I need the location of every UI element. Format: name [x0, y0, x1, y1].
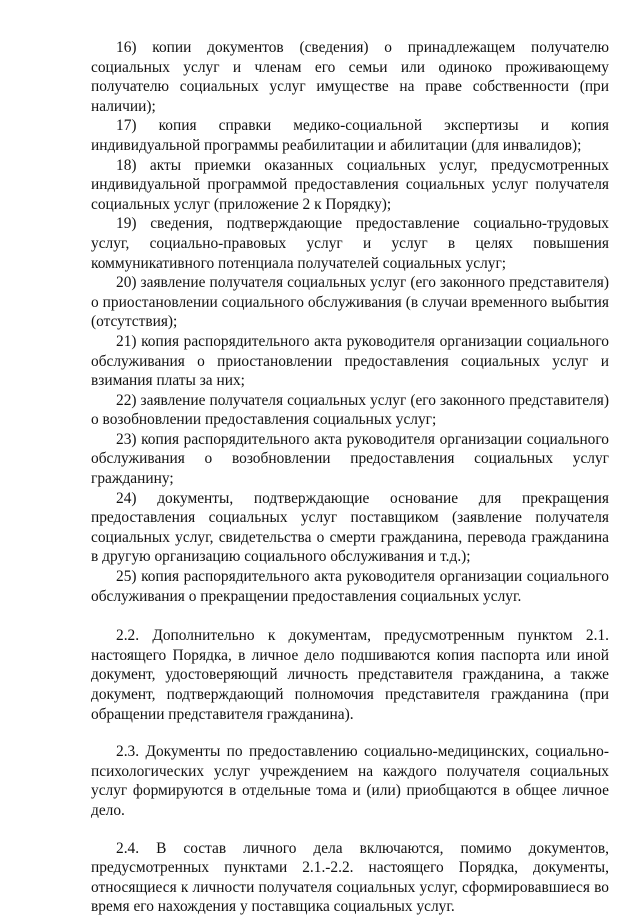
list-item-16: 16) копии документов (сведения) о принадлежащем получателю социальных услуг и членам его семьи или одиноко проживающему получателю социальных услуг имуществе на праве собственности (при наличии);: [91, 39, 609, 115]
list-item-20: 20) заявление получателя социальных услуг (его законного представителя) о приостановлении социального обслуживания (в случаи временного выбытия (отсутствия);: [91, 274, 609, 331]
list-item-21: 21) копия распорядительного акта руководителя организации социального обслуживания о приостановлении предоставления социальных услуг и взимания платы за них;: [91, 332, 609, 390]
section-2-4: 2.4. В состав личного дела включаются, помимо документов, предусмотренных пунктами 2.1.-2.2. настоящего Порядка, документы, относящиеся к личности получателя социальных услуг, сформировавшиеся во время его нахождения у поставщика социальных услуг.: [91, 839, 609, 916]
section-2-2: 2.2. Дополнительно к документам, предусмотренным пунктом 2.1. настоящего Порядка, в личное дело подшиваются копия паспорта или иной документ, удостоверяющий личность представителя гражданина, а также документ, подтверждающий полномочия представителя гражданина (при обращении представителя гражданина).: [91, 627, 609, 723]
list-item-25: 25) копия распорядительного акта руководителя организации социального обслуживания о прекращении предоставления социальных услуг.: [91, 568, 609, 605]
document-page: [91, 38, 609, 917]
list-item-22: 22) заявление получателя социальных услуг (его законного представителя) о возобновлении предоставления социальных услуг;: [91, 391, 609, 429]
section-2-3: 2.3. Документы по предоставлению социально-медицинских, социально-психологических услуг учреждением на каждого получателя социальных услуг формируются в отдельные тома и (или) приобщаются в общее личное дело.: [91, 743, 609, 819]
list-item-24: 24) документы, подтверждающие основание для прекращения предоставления социальных услуг поставщиком (заявление получателя социальных услуг, свидетельства о смерти гражданина, перевода гражданина в другую организацию социального обслуживания и т.д.);: [91, 489, 609, 566]
list-item-18: 18) акты приемки оказанных социальных услуг, предусмотренных индивидуальной программой предоставления социальных услуг получателя социальных услуг (приложение 2 к Порядку);: [91, 156, 609, 213]
list-item-23: 23) копия распорядительного акта руководителя организации социального обслуживания о возобновлении предоставления социальных услуг гражданину;: [91, 430, 609, 488]
list-item-19: 19) сведения, подтверждающие предоставление социально-трудовых услуг, социально-правовых услуг и услуг в целях повышения коммуникативного потенциала получателей социальных услуг;: [91, 215, 609, 272]
list-item-17: 17) копия справки медико-социальной экспертизы и копия индивидуальной программы реабилитации и абилитации (для инвалидов);: [91, 117, 609, 154]
